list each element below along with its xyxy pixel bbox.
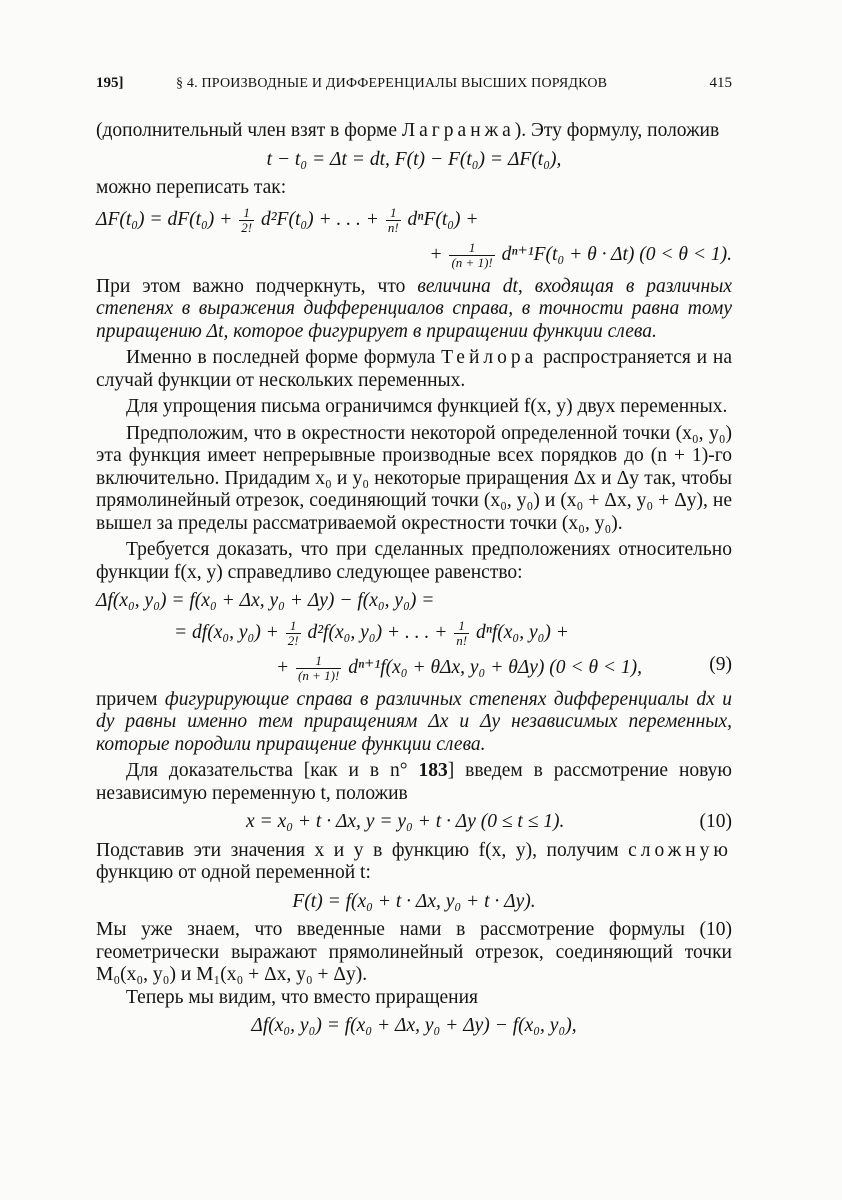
spaced-term: сложную bbox=[628, 839, 732, 861]
name-lagrange: Лагранжа bbox=[401, 120, 515, 141]
paragraph-12: Теперь мы видим, что вместо приращения bbox=[126, 986, 478, 1008]
paragraph-7: Требуется доказать, что при сделанных предположениях относительно функции f(x, y) справедливо следующее равенство: bbox=[96, 539, 732, 583]
paragraph-10: Подставив эти значения x и y в функцию f(x, y), получим сложную функцию от одной переменной t: bbox=[96, 839, 732, 883]
formula-2-line-1: ΔF(t₀) = dF(t₀) + $\frac{1}{2!}$ d²F(t₀) + . . . + $\frac{1}{n!}$ dⁿF(t₀) + bbox=[96, 204, 479, 235]
formula-6: Δf(x₀, y₀) = f(x₀ + Δx, y₀ + Δy) − f(x₀, y₀), bbox=[251, 1015, 577, 1036]
paragraph-9: Для доказательства [как и в n° 183] введем в рассмотрение новую независимую переменную t, положив bbox=[96, 760, 732, 804]
formula-3-line-3: + $\frac{1}{(n + 1)!}$ dⁿ⁺¹f(x₀ + θΔx, y₀ + θΔy) (0 < θ < 1), (9) bbox=[276, 652, 732, 683]
paragraph-8: причем фигурирующие справа в различных степенях дифференциалы dx и dy равны именно тем приращениям Δx и Δy независимых переменных, которые породили приращение функции слева. bbox=[96, 688, 732, 755]
formula-3-line-2: = df(x₀, y₀) + $\frac{1}{2!}$ d²f(x₀, y₀) + . . . + $\frac{1}{n!}$ dⁿf(x₀, y₀) + bbox=[174, 617, 569, 648]
formula-2-line-2: + $\frac{1}{(n + 1)!}$ dⁿ⁺¹F(t₀ + θ · Δt) (0 < θ < 1). bbox=[429, 239, 732, 270]
page bbox=[96, 72, 732, 1044]
formula-1: t − t₀ = Δt = dt, F(t) − F(t₀) = ΔF(t₀), bbox=[266, 148, 562, 170]
equation-number-9: (9) bbox=[709, 653, 732, 675]
equation-number-10: (10) bbox=[699, 811, 732, 832]
emphasis: фигурирующие справа в различных степенях дифференциалы dx и dy равны именно тем приращениям Δx и Δy независимых переменных, которые породили приращение функции слева. bbox=[96, 688, 732, 755]
paragraph-6: Предположим, что в окрестности некоторой определенной точки (x₀, y₀) эта функция имеет непрерывные производные всех порядков до (n + 1)-го включительно. Придадим x₀ и y₀ некоторые приращения Δx и Δy так, чтобы прямолинейный отрезок, соединяющий точки (x₀, y₀) и (x₀ + Δx, y₀ + Δy), не вышел за пределы рассматриваемой окрестности точки (x₀, y₀). bbox=[96, 422, 732, 534]
paragraph-2: можно переписать так: bbox=[96, 177, 287, 198]
paragraph-11: Мы уже знаем, что введенные нами в рассмотрение формулы (10) геометрически выражают прямолинейный отрезок, соединяющий точки M₀(x₀, y₀) и M₁(x₀ + Δx, y₀ + Δy). bbox=[96, 919, 732, 985]
formula-5: F(t) = f(x₀ + t · Δx, y₀ + t · Δy). bbox=[292, 890, 536, 912]
page-number: 415 bbox=[709, 75, 732, 91]
running-header bbox=[96, 72, 732, 94]
paragraph-4: Именно в последней форме формула Тейлора распространяется и на случай функции от нескольких переменных. bbox=[96, 347, 732, 391]
name-taylor: Тейлора bbox=[441, 347, 538, 368]
paragraph-3: При этом важно подчеркнуть, что величина dt, входящая в различных степенях в выражения дифференциалов справа, в точности равна тому приращению Δt, которое фигурирует в приращении функции слева. bbox=[96, 275, 732, 342]
formula-4: x = x₀ + t · Δx, y = y₀ + t · Δy (0 ≤ t ≤ 1). (10) bbox=[246, 811, 732, 832]
paragraph-1: (дополнительный член взят в форме Лагранжа). Эту формулу, положив bbox=[96, 120, 720, 141]
paragraph-5: Для упрощения письма ограничимся функцией f(x, y) двух переменных. bbox=[126, 396, 728, 417]
chapter-title: § 4. ПРОИЗВОДНЫЕ И ДИФФЕРЕНЦИАЛЫ ВЫСШИХ ПОРЯДКОВ bbox=[176, 76, 608, 91]
emphasis: величина dt, входящая в различных степенях в выражения дифференциалов справа, в точности равна тому приращению Δt, которое фигурирует в приращении функции слева. bbox=[96, 275, 732, 342]
section-number: 195] bbox=[96, 75, 124, 91]
formula-3-line-1: Δf(x₀, y₀) = f(x₀ + Δx, y₀ + Δy) − f(x₀, y₀) = bbox=[96, 590, 435, 611]
reference-number: 183 bbox=[418, 760, 448, 781]
